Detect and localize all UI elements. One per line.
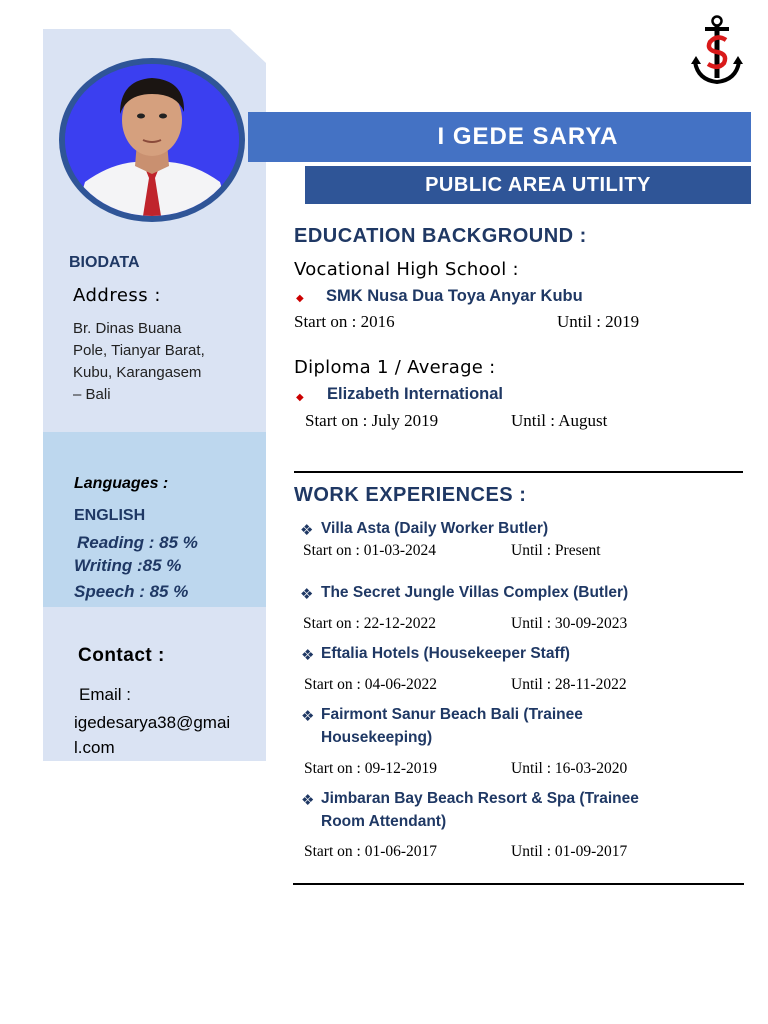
diamond-bullet-icon: ❖ <box>301 791 315 809</box>
education-until: Until : August <box>511 411 608 430</box>
address-text <box>73 318 243 406</box>
work-title: WORK EXPERIENCES : <box>294 484 527 506</box>
work-title-line: Villa Asta (Daily Worker Butler) <box>321 520 549 537</box>
language-name: ENGLISH <box>74 507 146 524</box>
work-start: Start on : 01-06-2017 <box>304 843 438 860</box>
work-until: Until : 28-11-2022 <box>511 676 627 693</box>
education-start: Start on : 2016 <box>294 312 395 331</box>
address-line: – Bali <box>73 386 111 403</box>
education-until: Until : 2019 <box>557 312 640 331</box>
address-label: Address : <box>73 285 161 306</box>
job-role: PUBLIC AREA UTILITY <box>425 174 651 196</box>
work-until: Until : 30-09-2023 <box>511 615 628 632</box>
work-title-line: Housekeeping) <box>321 729 433 746</box>
work-until: Until : 01-09-2017 <box>511 843 628 860</box>
skill-speech: Speech : 85 % <box>74 582 189 601</box>
contact-label: Contact : <box>78 645 165 666</box>
address-line: Kubu, Karangasem <box>73 364 202 381</box>
diamond-bullet-icon: ❖ <box>301 707 315 725</box>
diamond-bullet-icon: ❖ <box>300 585 314 603</box>
education-start: Start on : July 2019 <box>305 411 439 430</box>
work-start: Start on : 22-12-2022 <box>303 615 437 632</box>
bullet-icon: ◆ <box>296 293 304 304</box>
work-title-line: The Secret Jungle Villas Complex (Butler) <box>321 584 629 601</box>
work-title-line: Fairmont Sanur Beach Bali (Trainee <box>321 706 583 723</box>
diamond-bullet-icon: ❖ <box>301 646 315 664</box>
education-level: Diploma 1 / Average : <box>294 357 496 378</box>
work-start: Start on : 01-03-2024 <box>303 542 437 559</box>
divider <box>294 471 743 473</box>
work-start: Start on : 04-06-2022 <box>304 676 438 693</box>
biodata-title: BIODATA <box>69 254 140 271</box>
divider <box>293 883 744 885</box>
candidate-name: I GEDE SARYA <box>437 123 619 150</box>
work-title-line: Room Attendant) <box>321 813 447 830</box>
profile-photo <box>65 64 239 216</box>
work-title-line: Eftalia Hotels (Housekeeper Staff) <box>321 645 570 662</box>
email-label: Email : <box>79 685 131 704</box>
education-level: Vocational High School : <box>294 259 519 280</box>
bullet-icon: ◆ <box>296 392 304 403</box>
work-until: Until : 16-03-2020 <box>511 760 628 777</box>
skill-writing: Writing :85 % <box>74 556 182 575</box>
email-line: igedesarya38@gmai <box>74 713 231 732</box>
school-name: Elizabeth International <box>327 385 504 403</box>
address-line: Pole, Tianyar Barat, <box>73 342 205 359</box>
education-title: EDUCATION BACKGROUND : <box>294 225 587 247</box>
work-start: Start on : 09-12-2019 <box>304 760 438 777</box>
work-until: Until : Present <box>511 542 601 559</box>
languages-label: Languages : <box>74 475 169 492</box>
email-value[interactable] <box>74 710 259 760</box>
work-title-line: Jimbaran Bay Beach Resort & Spa (Trainee <box>321 790 639 807</box>
diamond-bullet-icon: ❖ <box>300 521 314 539</box>
skill-reading: Reading : 85 % <box>77 533 198 552</box>
email-line: l.com <box>74 738 115 757</box>
school-name: SMK Nusa Dua Toya Anyar Kubu <box>326 287 583 305</box>
address-line: Br. Dinas Buana <box>73 320 182 337</box>
anchor-logo-icon <box>690 14 744 88</box>
